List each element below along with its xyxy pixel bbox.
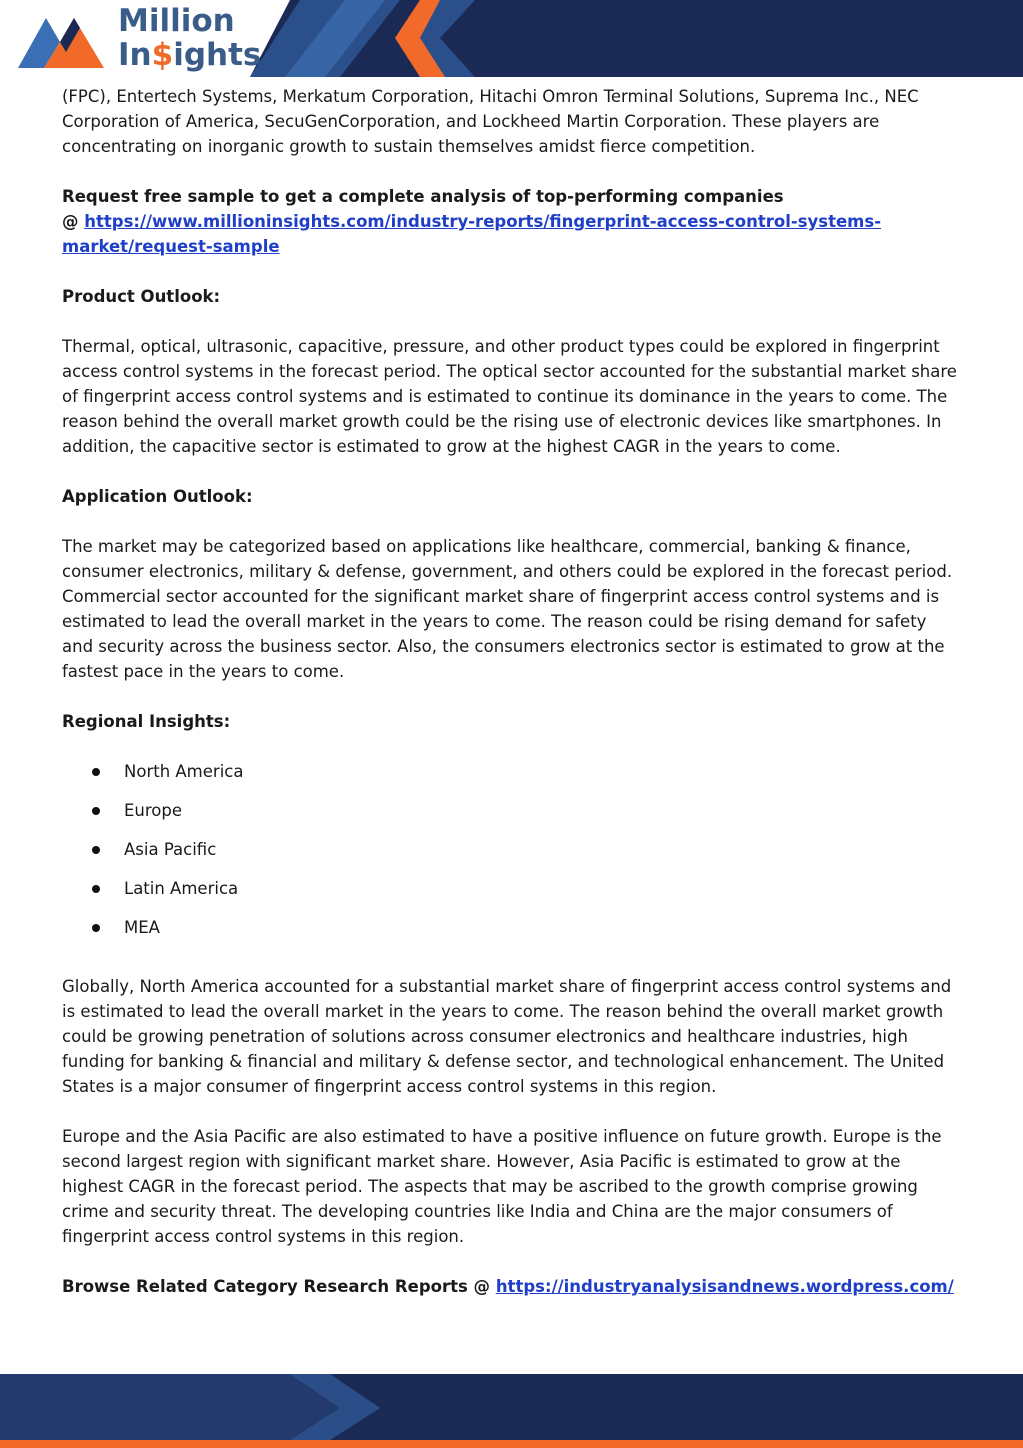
regional-paragraph-1: Globally, North America accounted for a substantial market share of fingerprint access control systems and is estimated to lead the overall market in the years to come. The reason behind the overall market growth could be growing penetration of solutions across consumer electronics and healthcare industries, high funding for banking & financial and military & defense sector, and technological enhancement. The United States is a major consumer of fingerprint access control systems in this region.	[62, 977, 952, 1096]
application-outlook-paragraph: The market may be categorized based on applications like healthcare, commercial, banking & finance, consumer electronics, military & defense, government, and others could be explored in the forecast period. Commercial sector accounted for the significant market share of fingerprint access control systems and is estimated to lead the overall market in the years to come. The reason could be rising demand for safety and security across the business sector. Also, the consumers electronics sector is estimated to grow at the fastest pace in the years to come.	[62, 537, 953, 681]
list-item: Asia Pacific	[62, 837, 962, 876]
logo-line-2	[118, 38, 261, 72]
logo-line-2-suffix: ights	[173, 37, 262, 73]
logo-dollar: $	[151, 37, 174, 73]
footer-banner	[0, 1374, 1023, 1448]
header-banner	[0, 0, 1023, 77]
sample-at: @	[62, 212, 85, 231]
list-item: MEA	[62, 915, 962, 954]
sample-request-link[interactable]: https://www.millioninsights.com/industry-reports/fingerprint-access-control-systems-market/request-sample	[62, 212, 882, 256]
list-item: Latin America	[62, 876, 962, 915]
document-body	[62, 84, 962, 1324]
regional-insights-heading: Regional Insights:	[62, 712, 231, 731]
footer-background	[0, 1374, 1023, 1448]
sample-request	[62, 184, 962, 259]
logo-line-1: Million	[118, 3, 235, 39]
browse-related	[62, 1274, 962, 1299]
regional-paragraph-2: Europe and the Asia Pacific are also estimated to have a positive influence on future growth. Europe is the second largest region with significant market share. However, Asia Pacific is estimated to grow at the highest CAGR in the forecast period. The aspects that may be ascribed to the growth comprise growing crime and security threat. The developing countries like India and China are the major consumers of fingerprint access control systems in this region.	[62, 1127, 942, 1246]
list-item: Europe	[62, 798, 962, 837]
logo-wordmark	[118, 4, 261, 72]
intro-paragraph: (FPC), Entertech Systems, Merkatum Corporation, Hitachi Omron Terminal Solutions, Suprema Inc., NEC Corporation of America, SecuGenCorporation, and Lockheed Martin Corporation. These players are concentrating on inorganic growth to sustain themselves amidst fierce competition.	[62, 87, 919, 156]
product-outlook-paragraph: Thermal, optical, ultrasonic, capacitive, pressure, and other product types could be explored in fingerprint access control systems in the forecast period. The optical sector accounted for the substantial market share of fingerprint access control systems and is estimated to continue its dominance in the years to come. The reason behind the overall market growth could be the rising use of electronic devices like smartphones. In addition, the capacitive sector is estimated to grow at the highest CAGR in the years to come.	[62, 337, 957, 456]
sample-heading: Request free sample to get a complete analysis of top-performing companies	[62, 187, 784, 206]
million-insights-logo	[14, 3, 262, 74]
spacer	[62, 954, 962, 974]
list-item: North America	[62, 759, 962, 798]
logo-mountain-icon	[14, 8, 112, 70]
application-outlook-heading: Application Outlook:	[62, 487, 253, 506]
regions-list	[62, 759, 962, 954]
logo-line-2-prefix: In	[118, 37, 152, 73]
product-outlook-heading: Product Outlook:	[62, 287, 221, 306]
browse-related-link[interactable]: https://industryanalysisandnews.wordpress.com/	[495, 1277, 954, 1296]
browse-label: Browse Related Category Research Reports @	[62, 1277, 496, 1296]
